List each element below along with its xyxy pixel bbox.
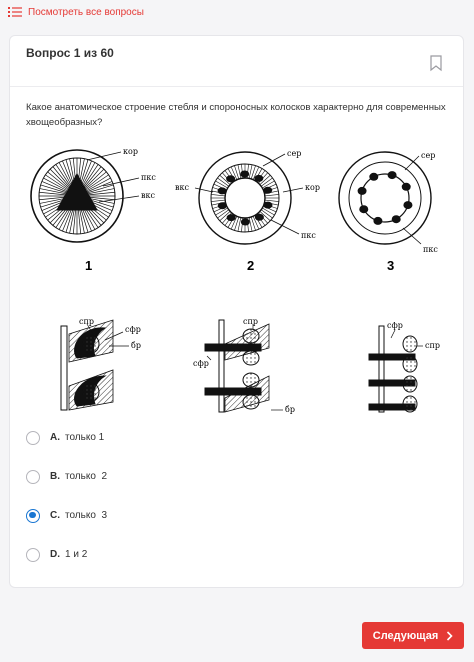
label-vks-1: вкс [141, 191, 155, 200]
option-a-letter: A. [50, 432, 60, 443]
label-kor-2: кор [305, 183, 320, 192]
option-c-radio[interactable] [26, 509, 40, 523]
question-text: Какое анатомическое строение стебля и спороносных колосков характерно для современных хвощеобразных? [26, 102, 446, 128]
label-sfr-2: сфр [193, 359, 209, 368]
option-d-radio[interactable] [26, 548, 40, 562]
spike-1 [61, 320, 129, 410]
label-ser-3: сер [421, 151, 436, 160]
question-counter: Вопрос 1 из 60 [26, 46, 114, 60]
label-kor-1: кор [123, 147, 138, 156]
figure-number-2: 2 [247, 258, 255, 273]
option-b-text: только 2 [65, 471, 108, 482]
spike-3 [369, 326, 423, 412]
answer-options [26, 418, 107, 574]
label-sfr-1: сфр [125, 325, 141, 334]
list-icon [8, 5, 22, 19]
label-spr-1: спр [79, 317, 94, 326]
option-a-text: только 1 [65, 432, 105, 443]
label-br-2: бр [285, 405, 295, 414]
spike-2 [205, 320, 283, 412]
chevron-right-icon [446, 631, 453, 641]
question-card [9, 35, 464, 588]
stem-section-1 [31, 150, 139, 242]
option-b-letter: B. [50, 471, 60, 482]
option-d-text: 1 и 2 [65, 549, 88, 560]
option-a-radio[interactable] [26, 431, 40, 445]
label-sfr-3: сфр [387, 321, 403, 330]
option-c[interactable] [26, 496, 107, 535]
option-c-text: только 3 [65, 510, 108, 521]
next-button-label: Следующая [372, 629, 439, 642]
option-d-letter: D. [50, 549, 60, 560]
bookmark-icon[interactable] [429, 55, 443, 71]
stem-section-2 [195, 152, 303, 244]
label-ser-2: сер [287, 149, 302, 158]
label-pks-3: пкс [423, 245, 438, 254]
label-pks-1: пкс [141, 173, 156, 182]
next-button[interactable] [362, 622, 464, 649]
option-c-letter: C. [50, 510, 60, 521]
label-vks-2: вкс [175, 183, 189, 192]
label-br-1: бр [131, 341, 141, 350]
question-header [10, 36, 463, 87]
label-spr-2: спр [243, 317, 258, 326]
view-all-questions-link[interactable] [8, 5, 144, 19]
figure-number-3: 3 [387, 258, 395, 273]
view-all-questions-label: Посмотреть все вопросы [28, 6, 144, 18]
figure-number-1: 1 [85, 258, 93, 273]
stem-section-3 [339, 152, 431, 244]
option-b[interactable] [26, 457, 107, 496]
label-pks-2: пкс [301, 231, 316, 240]
question-figure [25, 147, 445, 414]
option-d[interactable] [26, 535, 107, 574]
option-b-radio[interactable] [26, 470, 40, 484]
label-spr-3: спр [425, 341, 440, 350]
option-a[interactable] [26, 418, 107, 457]
